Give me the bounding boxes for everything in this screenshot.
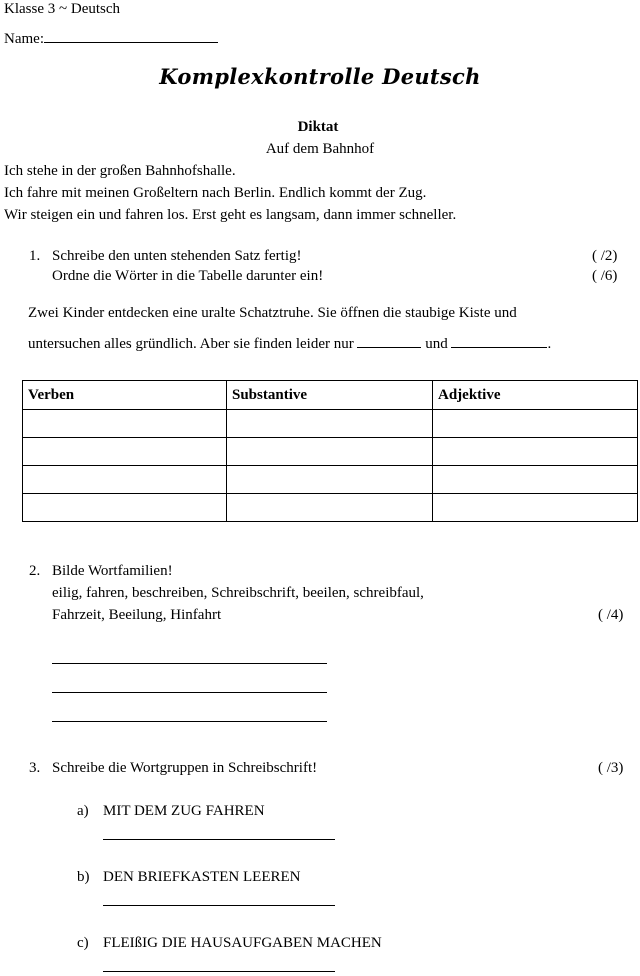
task2-instruction: Bilde Wortfamilien!: [52, 563, 173, 579]
table-cell[interactable]: [23, 494, 227, 522]
sentence-and: und: [425, 336, 448, 352]
name-label: Name:: [4, 31, 44, 47]
header-adjektive: Adjektive: [433, 381, 638, 410]
task2-points: ( /4): [598, 607, 624, 623]
task3-answer-line[interactable]: [103, 971, 335, 972]
page-title: Komplexkontrolle Deutsch: [159, 64, 481, 89]
table-row: [23, 466, 638, 494]
task3-item-letter: b): [77, 869, 90, 885]
diktat-subheading: Auf dem Bahnhof: [265, 141, 375, 157]
table-row: [23, 438, 638, 466]
task3-item-letter: c): [77, 935, 89, 951]
table-cell[interactable]: [433, 494, 638, 522]
table-header-row: [23, 381, 638, 410]
task3-item-letter: a): [77, 803, 89, 819]
diktat-line-1: Ich stehe in der großen Bahnhofshalle.: [4, 163, 236, 179]
table-row: [23, 410, 638, 438]
task3-points: ( /3): [598, 760, 624, 776]
task2-words-line-1: eilig, fahren, beschreiben, Schreibschrift, beeilen, schreibfaul,: [52, 585, 424, 601]
task2-answer-line[interactable]: [52, 663, 327, 664]
table-cell[interactable]: [433, 466, 638, 494]
sentence-end: .: [547, 336, 552, 352]
task2-answer-line[interactable]: [52, 692, 327, 693]
table-cell[interactable]: [433, 410, 638, 438]
table-cell[interactable]: [23, 466, 227, 494]
table-cell[interactable]: [227, 494, 433, 522]
task3-item-text: FLEIßIG DIE HAUSAUFGABEN MACHEN: [103, 935, 382, 951]
task1-instruction-1: Schreibe den unten stehenden Satz fertig!: [52, 248, 302, 264]
task2-words-line-2: Fahrzeit, Beeilung, Hinfahrt: [52, 607, 222, 623]
task2-number: 2.: [29, 563, 41, 579]
header-substantive: Substantive: [227, 381, 433, 410]
task2-answer-line[interactable]: [52, 721, 327, 722]
task3-instruction: Schreibe die Wortgruppen in Schreibschrift!: [52, 760, 318, 776]
table-cell[interactable]: [433, 438, 638, 466]
class-line: Klasse 3 ~ Deutsch: [4, 1, 121, 17]
task3-answer-line[interactable]: [103, 839, 335, 840]
task1-points-1: ( /2): [592, 248, 618, 264]
sentence-blank-1[interactable]: [357, 334, 421, 348]
task3-number: 3.: [29, 760, 41, 776]
name-blank[interactable]: [44, 29, 218, 43]
task3-item-text: DEN BRIEFKASTEN LEEREN: [103, 869, 301, 885]
word-type-table: [22, 380, 638, 522]
task1-instruction-2: Ordne die Wörter in die Tabelle darunter ein!: [52, 268, 324, 284]
task1-points-2: ( /6): [592, 268, 618, 284]
diktat-heading: Diktat: [297, 119, 339, 135]
sentence-blank-2[interactable]: [451, 334, 547, 348]
table-cell[interactable]: [23, 438, 227, 466]
diktat-line-2: Ich fahre mit meinen Großeltern nach Berlin. Endlich kommt der Zug.: [4, 185, 427, 201]
sentence-text: untersuchen alles gründlich. Aber sie finden leider nur: [28, 336, 354, 352]
table-cell[interactable]: [227, 438, 433, 466]
table-cell[interactable]: [227, 410, 433, 438]
table-cell[interactable]: [227, 466, 433, 494]
name-field-row: [4, 29, 218, 48]
task1-number: 1.: [29, 248, 41, 264]
task1-sentence-line-2: [28, 334, 551, 353]
table-row: [23, 494, 638, 522]
diktat-line-3: Wir steigen ein und fahren los. Erst geht es langsam, dann immer schneller.: [4, 207, 457, 223]
table-cell[interactable]: [23, 410, 227, 438]
task3-item-text: MIT DEM ZUG FAHREN: [103, 803, 265, 819]
task1-sentence-line-1: Zwei Kinder entdecken eine uralte Schatztruhe. Sie öffnen die staubige Kiste und: [28, 305, 517, 321]
header-verben: Verben: [23, 381, 227, 410]
task3-answer-line[interactable]: [103, 905, 335, 906]
